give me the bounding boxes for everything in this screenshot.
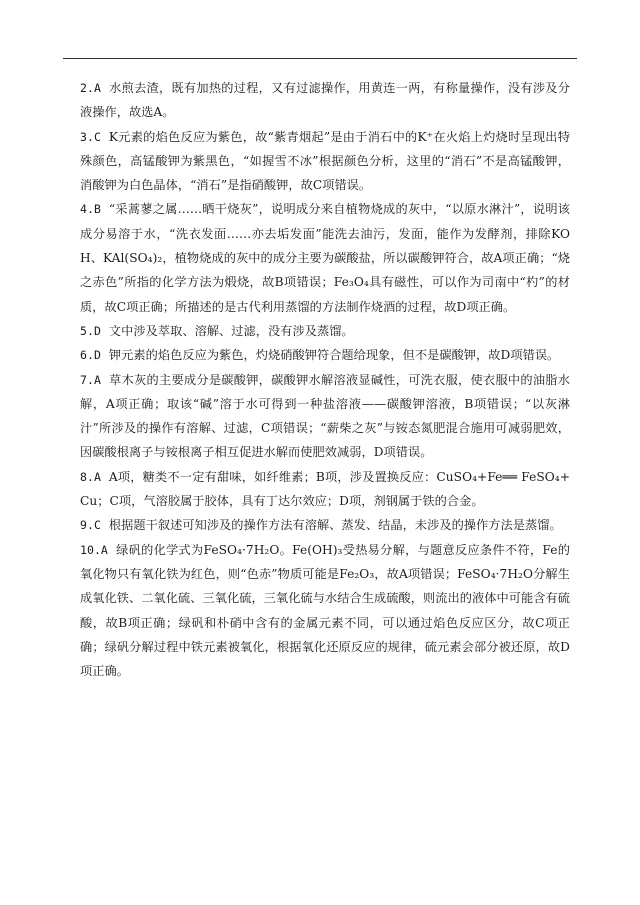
answer-explanation: 水煎去渣，既有加热的过程，又有过滤操作，用黄连一两，有称量操作，没有涉及分液操作，故选A。	[80, 81, 570, 120]
answer-number: 4.B	[80, 202, 101, 217]
answer-item-8	[80, 465, 570, 514]
answer-item-3	[80, 125, 570, 198]
answer-explanation: “采蒿蓼之属……晒干烧灰”，说明成分来自植物烧成的灰中，“以原水淋汁”，说明该成分易溶于水，“洗衣发面……亦去垢发面”能洗去油污，发面，能作为发酵剂，排除KOH、KAl(SO₄)₂，植物烧成的灰中的成分主要为碳酸盐，所以碳酸钾符合，故A项正确；“烧之赤色”所指的化学方法为煅烧，故B项错误；Fe₃O₄具有磁性，可以作为司南中“杓”的材质，故C项正确；所描述的是古代利用蒸馏的方法制作烧酒的过程，故D项正确。	[80, 202, 570, 314]
answer-number: 3.C	[80, 129, 101, 144]
answer-explanation: 根据题干叙述可知涉及的操作方法有溶解、蒸发、结晶，未涉及的操作方法是蒸馏。	[108, 518, 562, 533]
answer-number: 2.A	[80, 81, 101, 95]
answer-explanation: 草木灰的主要成分是碳酸钾，碳酸钾水解溶液显碱性，可洗衣服，使衣服中的油脂水解，A项正确；取该“碱”溶于水可得到一种盐溶液——碳酸钾溶液，B项错误；“以灰淋汁”所涉及的操作有溶解、过滤，C项错误；“薪柴之灰”与铵态氮肥混合施用可减弱肥效，因碳酸根离子与铵根离子相互促进水解而使肥效减弱，D项错误。	[80, 372, 570, 460]
answer-explanation: 钾元素的焰色反应为紫色，灼烧硝酸钾符合题给现象，但不是碳酸钾，故D项错误。	[108, 348, 560, 363]
answer-number: 8.A	[80, 469, 101, 484]
answer-number: 5.D	[80, 323, 101, 338]
answer-explanation: 绿矾的化学式为FeSO₄·7H₂O。Fe(OH)₃受热易分解，与题意反应条件不符，Fe的氧化物只有氧化铁为红色，则“色赤”物质可能是Fe₂O₃，故A项错误；FeSO₄·7H₂O分解生成氧化铁、二氧化硫、三氧化硫，三氧化硫与水结合生成硫酸，则流出的液体中可能含有硫酸，故B项正确；绿矾和朴硝中含有的金属元素不同，可以通过焰色反应区分，故C项正确；绿矾分解过程中铁元素被氧化，根据氧化还原反应的规律，硫元素会部分被还原，故D项正确。	[80, 542, 570, 679]
answer-explanation: K元素的焰色反应为紫色，故“紫青烟起”是由于消石中的K⁺在火焰上灼烧时呈现出特殊颜色，高锰酸钾为紫黑色，“如握雪不冰”根据颜色分析，这里的“消石”不是高锰酸钾，消酸钾为白色晶体，“消石”是指硝酸钾，故C项错误。	[80, 129, 570, 193]
answer-number: 9.C	[80, 518, 101, 533]
header-rule	[63, 58, 577, 59]
answer-explanation: 文中涉及萃取、溶解、过滤，没有涉及蒸馏。	[108, 323, 354, 338]
answer-item-9	[80, 513, 570, 537]
answer-item-4	[80, 197, 570, 318]
answer-item-5	[80, 319, 570, 343]
answer-item-6	[80, 343, 570, 367]
answer-item-10	[80, 538, 570, 684]
answer-explanation: A项，糖类不一定有甜味，如纤维素；B项，涉及置换反应：CuSO₄+Fe══ FeSO₄+Cu；C项，气溶胶属于胶体，具有丁达尔效应；D项，剂钢属于铁的合金。	[80, 469, 570, 509]
answer-number: 10.A	[80, 542, 108, 557]
answer-item-7	[80, 368, 570, 465]
answer-number: 6.D	[80, 348, 101, 363]
answer-list	[80, 76, 570, 683]
answer-number: 7.A	[80, 372, 101, 387]
answer-item-2	[80, 76, 570, 125]
